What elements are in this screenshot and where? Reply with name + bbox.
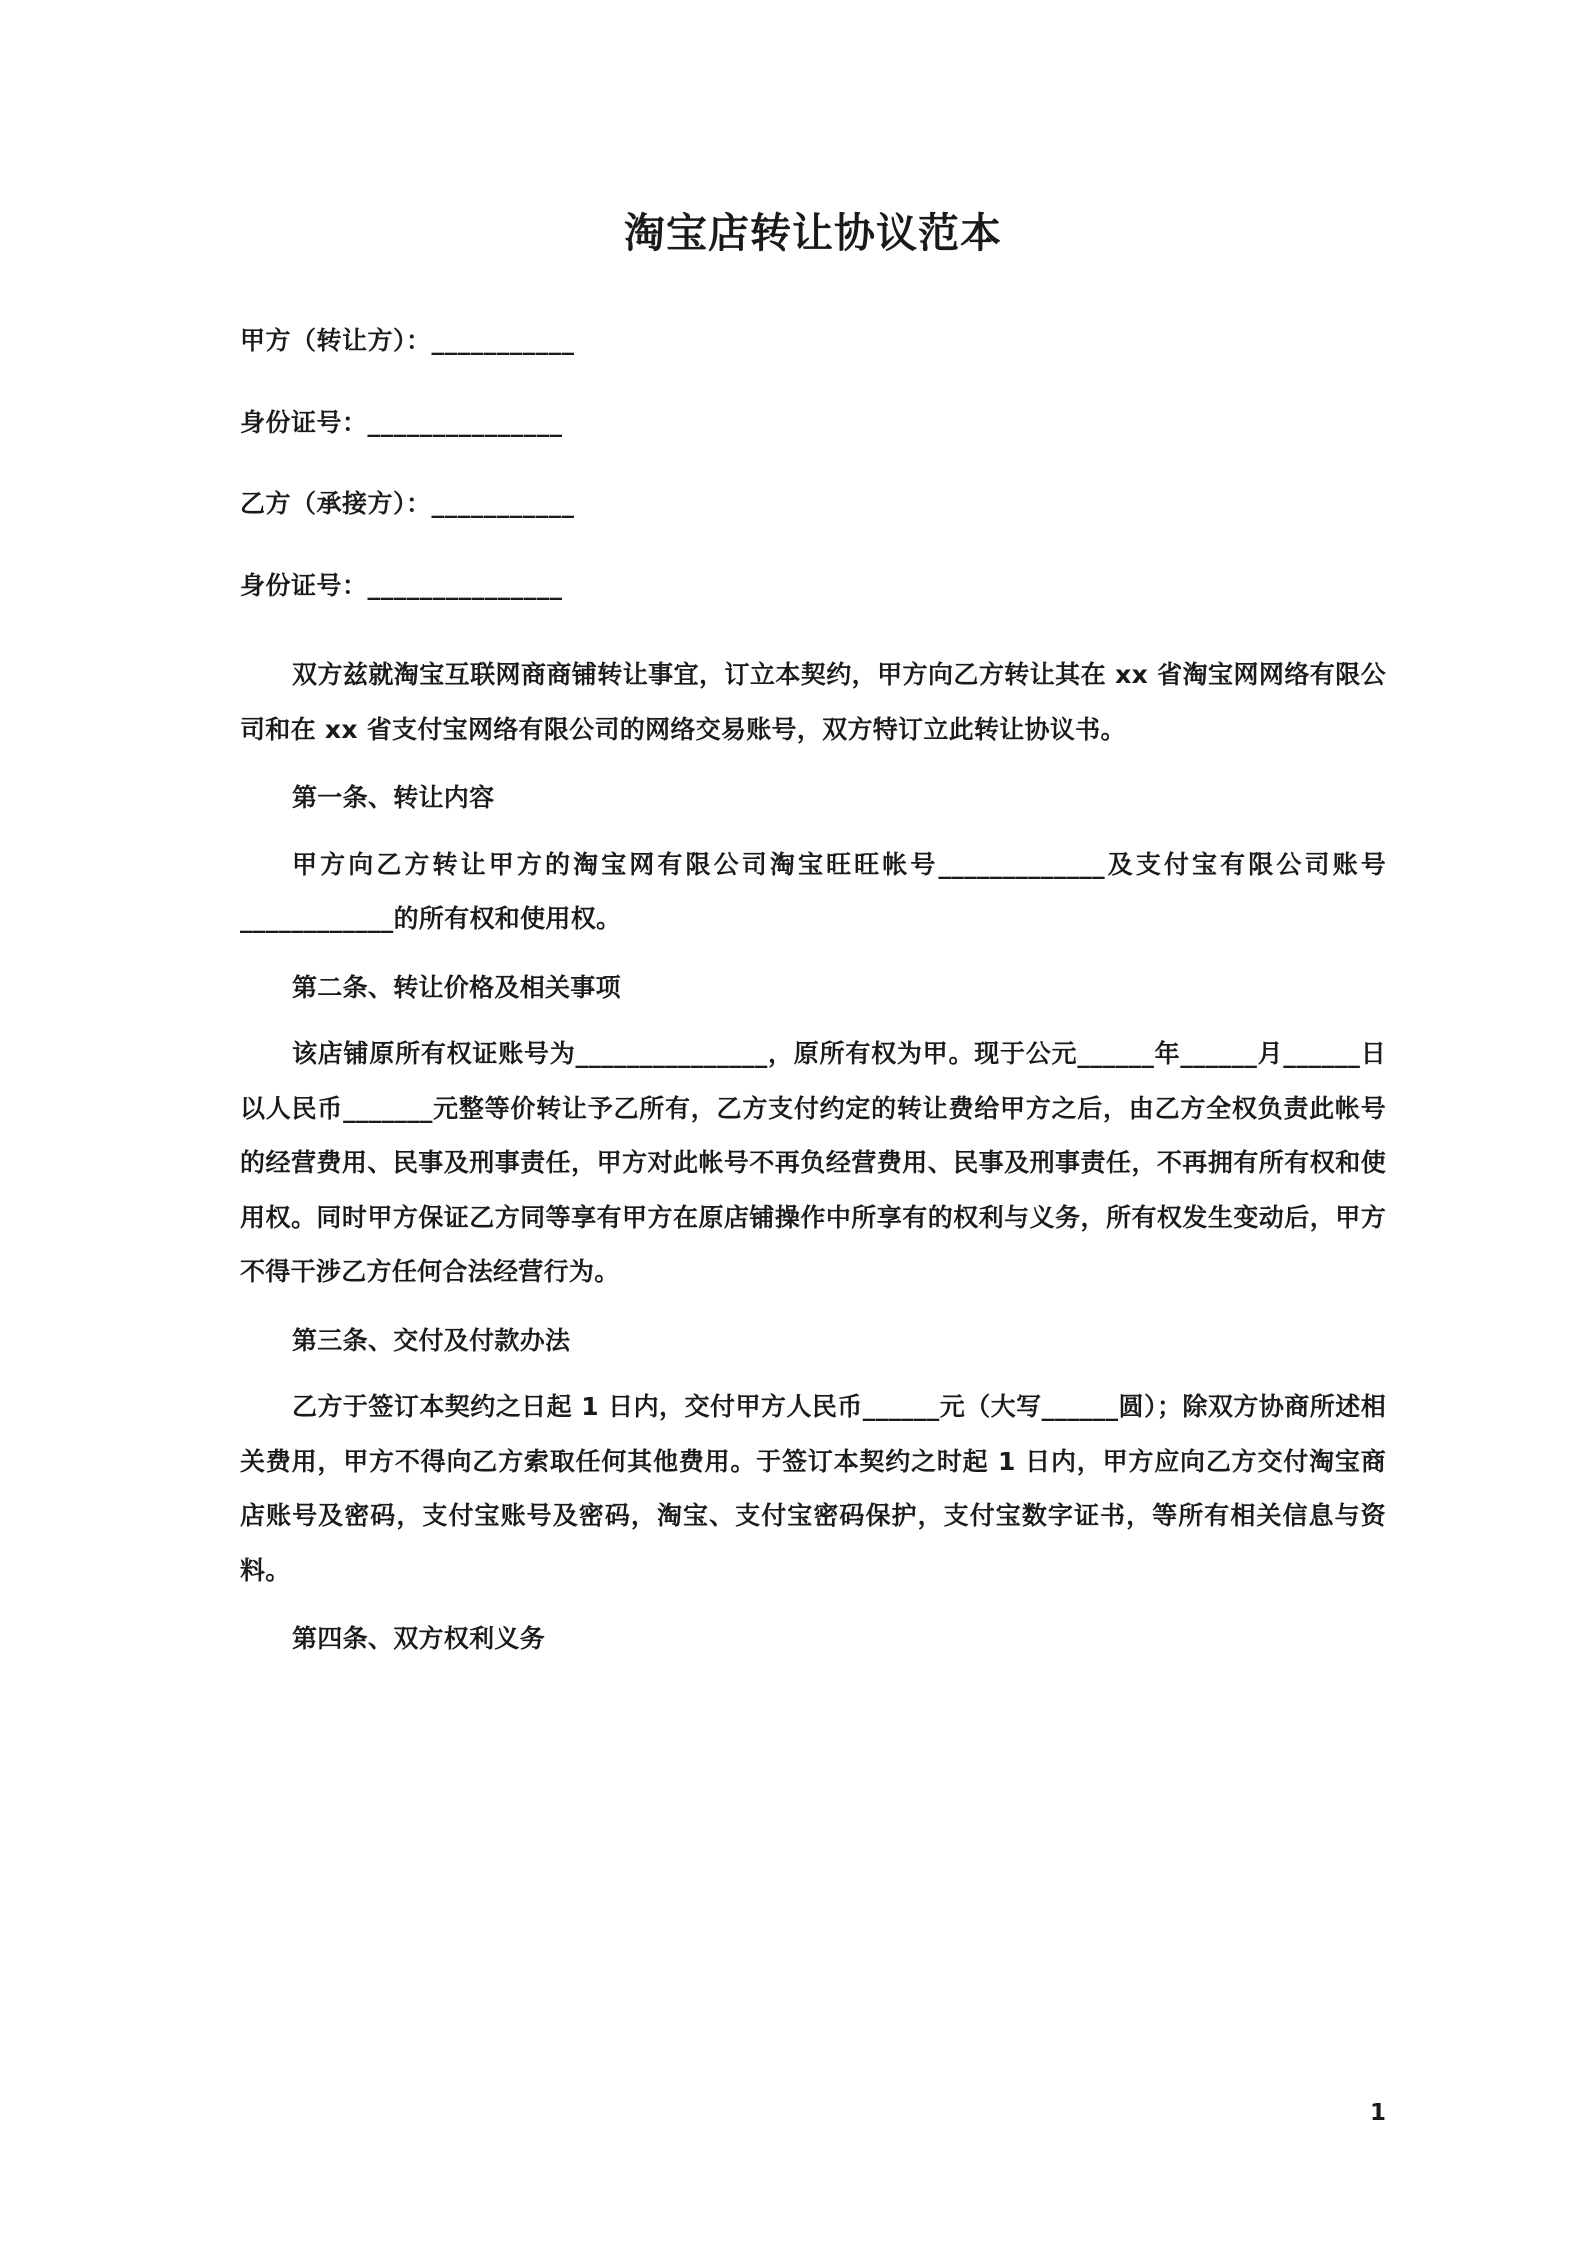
clause-1-heading: 第一条、转让内容 (292, 783, 495, 813)
page-title: 淘宝店转让协议范本 (624, 209, 1002, 257)
preamble-paragraph: 双方兹就淘宝互联网商商铺转让事宜，订立本契约，甲方向乙方转让其在 xx 省淘宝网网络有限公司和在 xx 省支付宝网络有限公司的网络交易账号，双方特订立此转让协议书。 (240, 660, 1386, 744)
party-b-id-field: 身份证号：_______________ (240, 570, 563, 600)
page-number: 1 (1369, 2100, 1386, 2126)
clause-2-heading: 第二条、转让价格及相关事项 (292, 972, 621, 1002)
party-a-id-field: 身份证号：_______________ (240, 407, 563, 437)
clause-3-body: 乙方于签订本契约之日起 1 日内，交付甲方人民币______元（大写______圆）；除双方协商所述相关费用，甲方不得向乙方索取任何其他费用。于签订本契约之时起 1 日内，甲方应向乙方交付淘宝商店账号及密码，支付宝账号及密码，淘宝、支付宝密码保护，支付宝数字证书，等所有相关信息与资料。 (240, 1392, 1386, 1585)
party-a-field: 甲方（转让方）：___________ (240, 326, 575, 356)
clause-3-heading: 第三条、交付及付款办法 (292, 1325, 571, 1355)
clause-2-body: 该店铺原所有权证账号为_______________，原所有权为甲。现于公元______年______月______日以人民币_______元整等价转让予乙所有，乙方支付约定的转让费给甲方之后，由乙方全权负责此帐号的经营费用、民事及刑事责任，甲方对此帐号不再负经营费用、民事及刑事责任，不再拥有所有权和使用权。同时甲方保证乙方同等享有甲方在原店铺操作中所享有的权利与义务，所有权发生变动后，甲方不得干涉乙方任何合法经营行为。 (240, 1039, 1386, 1287)
clause-1-body: 甲方向乙方转让甲方的淘宝网有限公司淘宝旺旺帐号_____________及支付宝有限公司账号____________的所有权和使用权。 (240, 849, 1386, 934)
party-b-field: 乙方（承接方）：___________ (240, 489, 575, 519)
clause-4-heading: 第四条、双方权利义务 (292, 1624, 546, 1654)
